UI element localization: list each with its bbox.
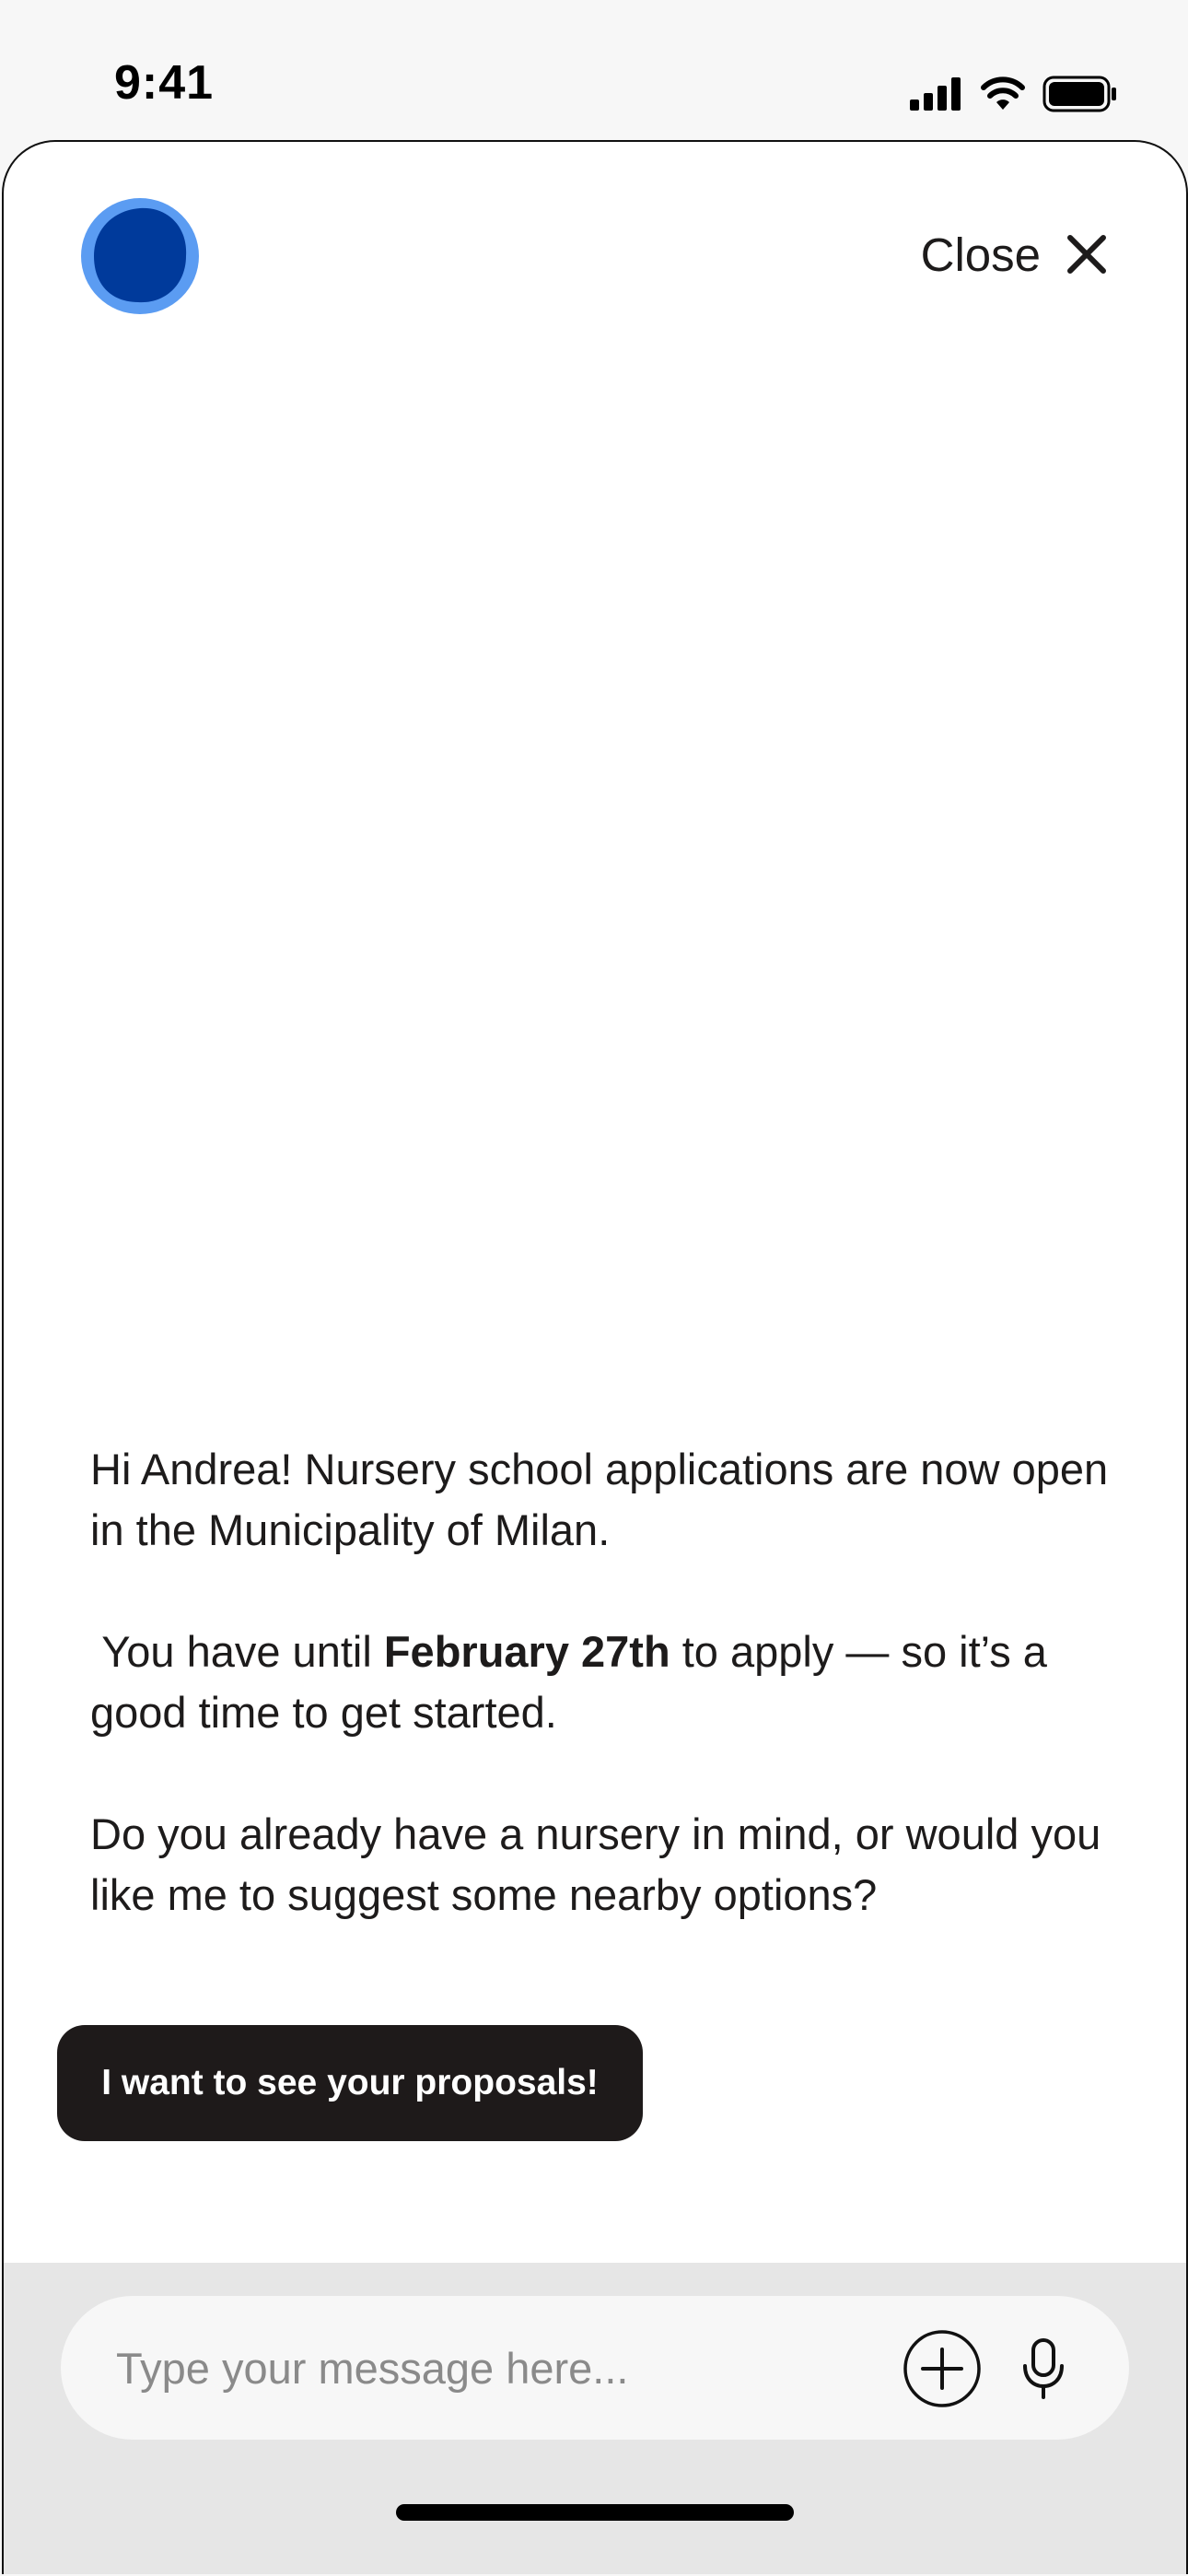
plus-circle-icon[interactable] xyxy=(903,2329,982,2408)
microphone-icon[interactable] xyxy=(1020,2338,1066,2399)
wifi-icon xyxy=(980,76,1026,111)
message-input-placeholder: Type your message here... xyxy=(116,2343,629,2393)
message-deadline-suffix: to apply — so it’s a good time to get started. xyxy=(90,1627,1047,1737)
assistant-avatar xyxy=(79,195,201,317)
status-time: 9:41 xyxy=(114,56,215,110)
assistant-orb-icon xyxy=(79,195,201,317)
message-deadline-date: February 27th xyxy=(383,1627,670,1676)
message-composer xyxy=(4,2263,1186,2574)
message-input[interactable] xyxy=(61,2296,1129,2440)
cellular-signal-icon xyxy=(910,77,963,111)
quick-reply-label: I want to see your proposals! xyxy=(101,2063,599,2102)
message-paragraph-1: Hi Andrea! Nursery school applications are now open in the Municipality of Milan. xyxy=(90,1445,1109,1554)
close-button[interactable] xyxy=(921,227,1107,282)
assistant-sheet xyxy=(2,140,1188,2574)
close-label: Close xyxy=(920,228,1041,281)
status-icons xyxy=(910,72,1118,116)
message-paragraph-3: Do you already have a nursery in mind, or would you like me to suggest some nearby options? xyxy=(90,1809,1101,1919)
home-indicator xyxy=(396,2504,794,2521)
assistant-message xyxy=(90,1439,1112,1926)
message-deadline-prefix: You have until xyxy=(90,1627,384,1676)
status-bar xyxy=(0,0,1188,138)
quick-reply-button[interactable] xyxy=(57,2025,643,2141)
battery-icon xyxy=(1042,76,1118,112)
message-paragraph-2 xyxy=(90,1622,1112,1743)
close-icon xyxy=(1066,234,1107,275)
